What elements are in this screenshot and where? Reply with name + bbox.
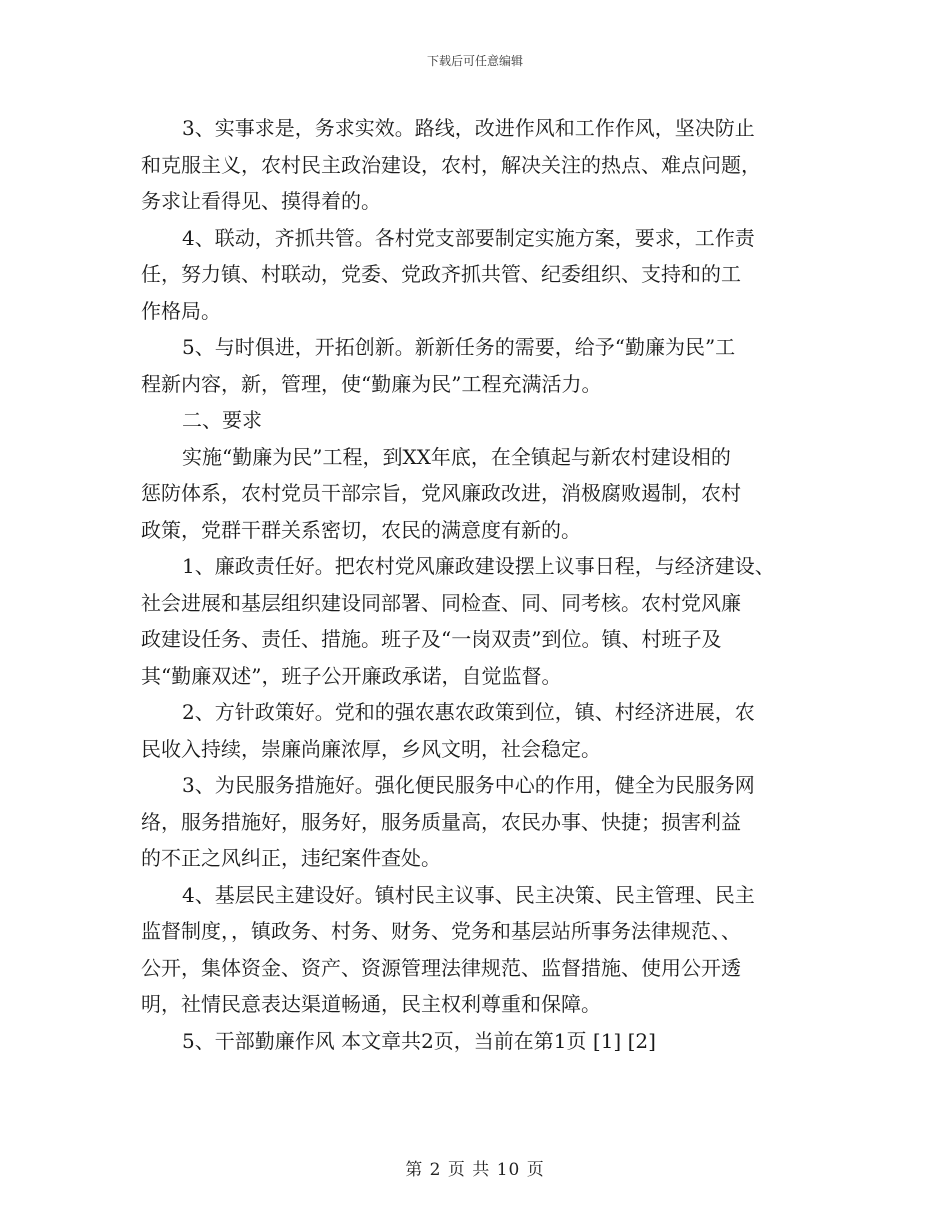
text-line: 政策，党群干群关系密切，农民的满意度有新的。 <box>141 517 581 542</box>
paragraph <box>141 1023 821 1060</box>
text-line: 民收入持续，崇廉尚廉浓厚，乡风文明，社会稳定。 <box>141 736 601 761</box>
text-line: 二、要求 <box>182 408 262 432</box>
text-line: 络，服务措施好，服务好，服务质量高，农民办事、快捷；损害利益 <box>141 809 741 834</box>
paragraph <box>141 439 821 549</box>
text-line: 和克服主义，农村民主政治建设，农村，解决关注的热点、难点问题， <box>141 152 761 177</box>
text-line: 社会进展和基层组织建设同部署、同检查、同、同考核。农村党风廉 <box>141 590 741 615</box>
text-line: 4、联动，齐抓共管。各村党支部要制定实施方案，要求，工作责 <box>182 225 755 250</box>
text-line: 惩防体系，农村党员干部宗旨，党风廉政改进，消极腐败遏制，农村 <box>141 481 741 505</box>
paragraph <box>141 220 821 330</box>
section-heading <box>141 402 821 439</box>
paragraph <box>141 694 821 767</box>
document-body <box>141 110 821 1059</box>
text-line: 其“勤廉双述”，班子公开廉政承诺，自觉监督。 <box>141 663 562 688</box>
text-line: 2、方针政策好。党和的强农惠农政策到位，镇、村经济进展，农 <box>182 700 755 724</box>
text-line: 5、干部勤廉作风 本文章共2页，当前在第1页 [1] [2] <box>182 1028 656 1053</box>
text-line: 4、基层民主建设好。镇村民主议事、民主决策、民主管理、民主 <box>182 882 755 907</box>
text-line: 程新内容，新，管理，使“勤廉为民”工程充满活力。 <box>141 371 602 396</box>
paragraph <box>141 767 821 877</box>
text-line: 3、实事求是，务求实效。路线，改进作风和工作作风，坚决防止 <box>182 116 755 140</box>
text-line: 的不正之风纠正，违纪案件查处。 <box>141 846 441 870</box>
paragraph <box>141 110 821 220</box>
text-line: 实施“勤廉为民”工程，到XX年底，在全镇起与新农村建设相的 <box>182 444 731 469</box>
text-line: 政建设任务、责任、措施。班子及“一岗双责”到位。镇、村班子及 <box>141 627 722 651</box>
text-line: 务求让看得见、摸得着的。 <box>141 189 381 213</box>
text-line: 监督制度，，镇政务、村务、财务、党务和基层站所事务法律规范、、 <box>141 919 741 943</box>
text-line: 1、廉政责任好。把农村党风廉政建设摆上议事日程，与经济建设、 <box>182 554 775 578</box>
text-line: 3、为民服务措施好。强化便民服务中心的作用，健全为民服务网 <box>182 773 755 797</box>
text-line: 作格局。 <box>141 298 221 323</box>
page-header: 下载后可任意编辑 <box>426 54 523 68</box>
text-line: 明，社情民意表达渠道畅通，民主权利尊重和保障。 <box>141 992 601 1016</box>
text-line: 公开，集体资金、资产、资源管理法律规范、监督措施、使用公开透 <box>141 955 741 980</box>
page-footer: 第 2 页 共 10 页 <box>405 1160 545 1180</box>
paragraph <box>141 548 821 694</box>
paragraph <box>141 329 821 402</box>
paragraph <box>141 877 821 1023</box>
text-line: 任，努力镇、村联动，党委、党政齐抓共管、纪委组织、支持和的工 <box>141 262 741 286</box>
text-line: 5、与时俱进，开拓创新。新新任务的需要，给予“勤廉为民”工 <box>182 335 736 359</box>
